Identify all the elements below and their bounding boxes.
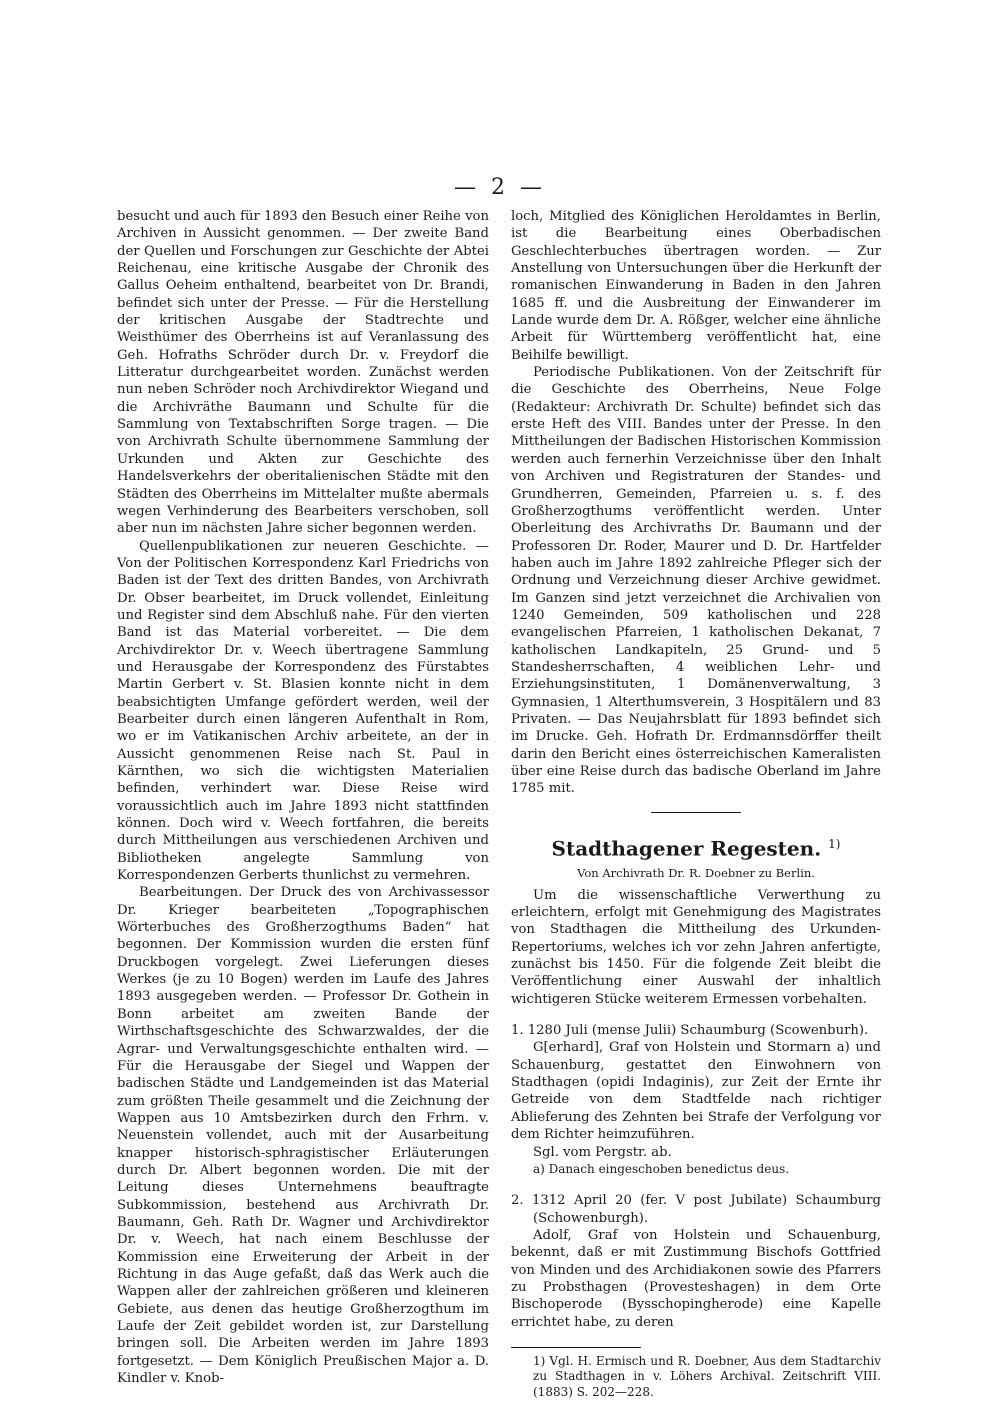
page-number: — 2 — xyxy=(454,175,546,200)
regest-heading: 1. 1280 Juli (mense Julii) Schaumburg (Scowenburh). xyxy=(511,1023,869,1039)
footnote-rule xyxy=(511,1347,641,1348)
article-title xyxy=(511,831,881,862)
paragraph: besucht und auch für 1893 den Besuch einer Reihe von Archiven in Aussicht genommen. — Der zweite Band der Quellen und Forschungen zur Geschichte der Abtei Reichenau, eine kritische Ausgabe der Chronik des Gallus Oeheim enthaltend, bearbeitet von Dr. Brandi, befindet sich unter der Presse. — Für die Herstellung der kritischen Ausgabe der Stadtrechte und Weisthümer des Oberrheins ist auf Veranlassung des Geh. Hofraths Schröder durch Dr. v. Freydorf die Litteratur durchgearbeitet worden. Zunächst werden nun neben Schröder noch Archivdirektor Wiegand und die Archivräthe Baumann und Schulte für die Sammlung von Textabschriften Sorge tragen. — Die von Archivrath Schulte übernommene Sammlung der Urkunden und Akten zur Geschichte des Handelsverkehrs der oberitalienischen Städte mit den Städten des Oberrheins im Mittelalter mußte abermals wegen Verhinderung des Bearbeiters verschoben, soll aber nun im nächsten Jahre sicher begonnen werden. xyxy=(117,209,489,537)
regest-body: Adolf, Graf von Holstein und Schauenburg, bekennt, daß er mit Zustimmung Bischofs Gottfried von Minden und des Archidiakonen sowie des Pfarrers zu Probsthagen (Provesteshagen) in dem Orte Bischoperode (Bysschopingherode) eine Kapelle errichtet habe, zu deren xyxy=(511,1227,881,1330)
article-intro: Um die wissenschaftliche Verwerthung zu erleichtern, erfolgt mit Genehmigung des Magistrates von Stadthagen die Mittheilung des Urkunden-Repertoriums, welches ich vor zehn Jahren anfertigte, zunächst bis 1450. Für die folgende Zeit bleibt die Veröffentlichung einer Auswahl der inhaltlich wichtigeren Stücke weiterem Ermessen vorbehalten. xyxy=(511,887,881,1007)
regest-entry xyxy=(511,1192,881,1331)
left-column xyxy=(117,208,489,1387)
footnote: 1) Vgl. H. Ermisch und R. Doebner, Aus dem Stadtarchiv zu Stadthagen in v. Löhers Archival. Zeitschrift VIII. (1883) S. 202—228. xyxy=(533,1353,881,1399)
section-divider xyxy=(651,812,741,813)
article-byline: Von Archivrath Dr. R. Doebner zu Berlin. xyxy=(577,866,815,881)
right-column xyxy=(511,208,881,1400)
regest-heading: 2. 1312 April 20 (fer. V post Jubilate) Schaumburg (Schowenburgh). xyxy=(511,1193,881,1226)
footnote-marker: 1) xyxy=(828,836,841,851)
paragraph: Quellenpublikationen zur neueren Geschichte. — Von der Politischen Korrespondenz Karl Friedrichs von Baden ist der Text des dritten Bandes, von Archivrath Dr. Obser bearbeitet, im Druck vollendet, Einleitung und Register sind dem Abschluß nahe. Für den vierten Band ist das Material vorbereitet. — Die dem Archivdirektor Dr. v. Weech übertragene Sammlung und Herausgabe der Korrespondenz des Fürstabtes Martin Gerbert v. St. Blasien konnte nicht in dem beabsichtigten Umfange gefördert werden, weil der Bearbeiter durch einen längeren Aufenthalt in Rom, wo er im Vatikanischen Archiv arbeitete, an der in Aussicht genommenen Reise nach St. Paul in Kärnthen, wo sich die wichtigsten Materialien befinden, verhindert war. Diese Reise wird voraussichtlich auch im Jahre 1893 nicht stattfinden können. Doch wird v. Weech fortfahren, die bereits durch Mittheilungen aus verschiedenen Archiven und Bibliotheken angelegte Sammlung von Korrespondenzen Gerberts thunlichst zu vermehren. xyxy=(117,538,489,884)
paragraph: Bearbeitungen. Der Druck des von Archivassessor Dr. Krieger bearbeiteten „Topographischen Wörterbuches des Großherzogthums Baden“ hat begonnen. Der Kommission wurden die ersten fünf Druckbogen vorgelegt. Zwei Lieferungen dieses Werkes (je zu 10 Bogen) werden im Laufe des Jahres 1893 ausgegeben werden. — Professor Dr. Gothein in Bonn arbeitet am zweiten Bande der Wirthschaftsgeschichte des Schwarzwaldes, der die Agrar- und Verwaltungsgeschichte enthalten wird. — Für die Herausgabe der Siegel und Wappen der badischen Städte und Landgemeinden ist das Material zum größten Theile gesammelt und die Zeichnung der Wappen aus 10 Amtsbezirken durch den Frhrn. v. Neuenstein vollendet, auch mit der Ausarbeitung knapper historisch-sphragistischer Erläuterungen durch Dr. Albert begonnen worden. Die mit der Leitung dieses Unternehmens beauftragte Subkommission, bestehend aus Archivrath Dr. Baumann, Geh. Rath Dr. Wagner und Archivdirektor Dr. v. Weech, hat nach einem Beschlusse der Kommission eine Erweiterung der Arbeit in der Richtung in das Auge gefaßt, daß das Werk auch die Wappen aller der zahlreichen größeren und kleineren Gebiete, aus denen das heutige Großherzogthum im Laufe der Zeit gebildet worden ist, zur Darstellung bringen soll. Die Arbeiten werden im Jahre 1893 fortgesetzt. — Dem Königlich Preußischen Major a. D. Kindler v. Knob- xyxy=(117,885,489,1387)
article-title-text: Stadthagener Regesten. xyxy=(551,836,822,861)
regest-source: Sgl. vom Pergstr. ab. xyxy=(533,1144,672,1160)
regest-note: a) Danach eingeschoben benedictus deus. xyxy=(533,1161,790,1176)
regest-body: G[erhard], Graf von Holstein und Stormarn a) und Schauenburg, gestattet den Einwohnern von Stadthagen (opidi Indaginis), zur Zeit der Ernte ihr Getreide von dem Stadtfelde nach richtiger Ablieferung des Zehnten bei Strafe der Verfolgung vor dem Richter heimzuführen. xyxy=(511,1040,881,1143)
regest-entry xyxy=(511,1022,881,1178)
paragraph: Periodische Publikationen. Von der Zeitschrift für die Geschichte des Oberrheins, Neue Folge (Redakteur: Archivrath Dr. Schulte) befindet sich das erste Heft des VIII. Bandes unter der Presse. In den Mittheilungen der Badischen Historischen Kommission werden auch fernerhin Verzeichnisse über den Inhalt von Archiven und Registraturen der Standes- und Grundherren, Gemeinden, Pfarreien u. s. f. des Großherzogthums veröffentlicht werden. Unter Oberleitung des Archivraths Dr. Baumann und der Professoren Dr. Roder, Maurer und D. Dr. Hartfelder haben auch im Jahre 1892 zahlreiche Pfleger sich der Ordnung und Verzeichnung dieser Archive gewidmet. Im Ganzen sind jetzt verzeichnet die Archivalien von 1240 Gemeinden, 509 katholischen und 228 evangelischen Pfarreien, 1 katholischen Dekanat, 7 katholischen Landkapiteln, 25 Grund- und 5 Standesherrschaften, 4 weiblichen Lehr- und Erziehungsinstituten, 1 Domänenverwaltung, 3 Gymnasien, 1 Alterthumsverein, 3 Hospitälern und 83 Privaten. — Das Neujahrsblatt für 1893 befindet sich im Drucke. Geh. Hofrath Dr. Erdmannsdörffer theilt darin den Bericht eines österreichischen Kameralisten über eine Reise durch das badische Oberland im Jahre 1785 mit. xyxy=(511,365,881,797)
paragraph: loch, Mitglied des Königlichen Heroldamtes in Berlin, ist die Bearbeitung eines Oberbadischen Geschlechterbuches übertragen worden. — Zur Anstellung von Untersuchungen über die Herkunft der romanischen Einwanderung in Baden in den Jahren 1685 ff. und die Ausbreitung der Einwanderer im Lande wurde dem Dr. A. Rößger, welcher eine ähnliche Arbeit für Württemberg veröffentlicht hat, eine Beihilfe bewilligt. xyxy=(511,209,881,363)
